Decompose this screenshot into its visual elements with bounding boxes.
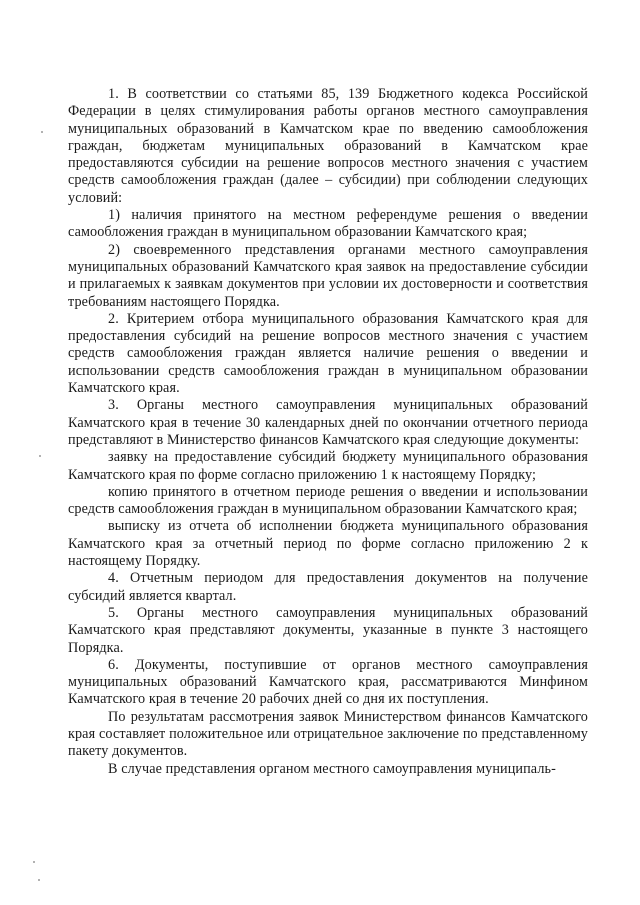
paragraph-1: 1. В соответствии со статьями 85, 139 Бюджетного кодекса Российской Федерации в целях стимулирования работы органов местного самоуправления муниципальных образований в Камчатском крае по введению самообложения граждан, бюджетам муниципальных образований в Камчатском крае предоставляются субсидии на решение вопросов местного значения с участием средств самообложения граждан (далее – субсидии) при соблюдении следующих условий: — [68, 86, 588, 206]
paragraph-1-condition-1: 1) наличия принятого на местном референдуме решения о введении самообложения граждан в муниципальном образовании Камчатского края; — [68, 207, 588, 241]
paragraph-3-item-application: заявку на предоставление субсидий бюджету муниципального образования Камчатского края по форме согласно приложению 1 к настоящему Порядку; — [68, 449, 588, 483]
scan-speck — [38, 879, 40, 881]
paragraph-1-condition-2: 2) своевременного представления органами местного самоуправления муниципальных образований Камчатского края заявок на предоставление субсидии и прилагаемых к заявкам документов при условии их достоверности и соответствия требованиям настоящего Порядка. — [68, 241, 588, 310]
paragraph-3-item-decision-copy: копию принятого в отчетном периоде решения о введении и использовании средств самообложения граждан в муниципальном образовании Камчатского края; — [68, 483, 588, 518]
paragraph-3-item-budget-extract: выписку из отчета об исполнении бюджета муниципального образования Камчатского края за отчетный период по форме согласно приложению 2 к настоящему Порядку. — [68, 518, 588, 570]
paragraph-3: 3. Органы местного самоуправления муниципальных образований Камчатского края в течение 30 календарных дней по окончании отчетного периода представляют в Министерство финансов Камчатского края следующие документы: — [68, 397, 588, 448]
paragraph-6: 6. Документы, поступившие от органов местного самоуправления муниципальных образований Камчатского края, рассматриваются Минфином Камчатского края в течение 20 рабочих дней со дня их поступления. — [68, 656, 588, 708]
paragraph-continuation: В случае представления органом местного самоуправления муниципаль- — [108, 760, 556, 777]
scan-speck — [41, 131, 43, 133]
paragraph-4: 4. Отчетным периодом для предоставления документов на получение субсидий является квартал. — [68, 570, 588, 604]
paragraph-6-review-result: По результатам рассмотрения заявок Министерством финансов Камчатского края составляет положительное или отрицательное заключение по представленному пакету документов. — [68, 708, 588, 760]
document-body — [68, 86, 588, 778]
paragraph-2: 2. Критерием отбора муниципального образования Камчатского края для предоставления субсидий на решение вопросов местного значения с участием средств самообложения граждан является наличие решения о введении и использовании средств самообложения граждан в муниципальном образовании Камчатского края. — [68, 310, 588, 397]
scan-speck — [39, 455, 41, 457]
paragraph-5: 5. Органы местного самоуправления муниципальных образований Камчатского края представляют документы, указанные в пункте 3 настоящего Порядка. — [68, 604, 588, 656]
scan-speck — [33, 861, 35, 863]
